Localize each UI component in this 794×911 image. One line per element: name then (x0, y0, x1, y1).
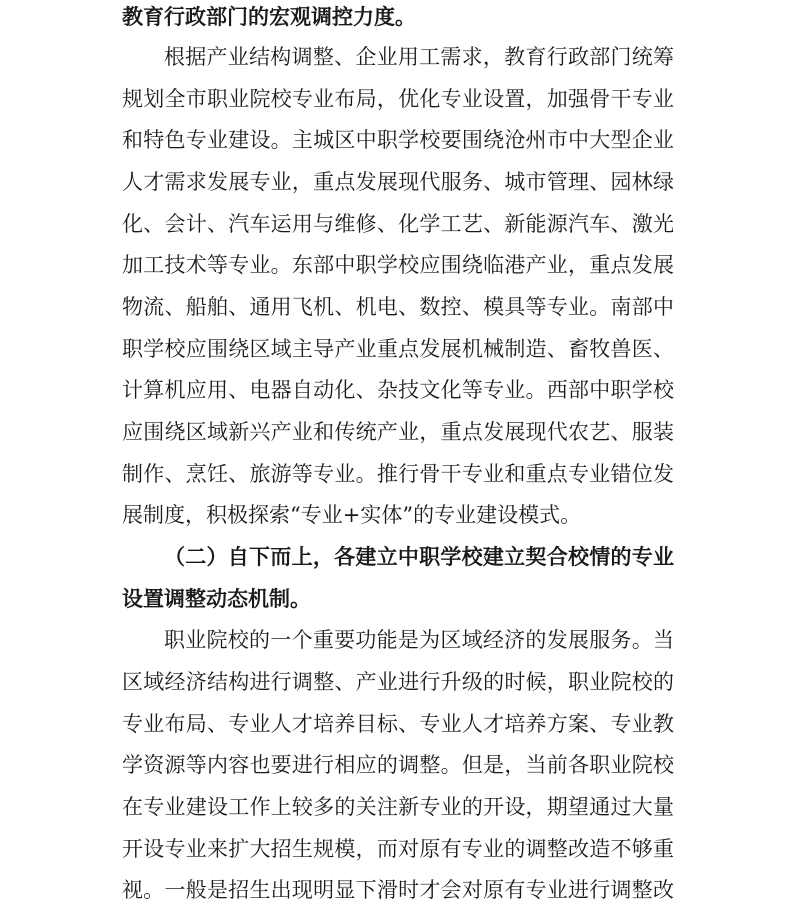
paragraph-line: 专业布局、专业人才培养目标、专业人才培养方案、专业教 (122, 712, 674, 736)
section-heading-line: （二）自下而上，各建立中职学校建立契合校情的专业 (164, 545, 674, 569)
paragraph-line: 展制度，积极探索“专业+实体”的专业建设模式。 (122, 503, 582, 527)
paragraph-line: 计算机应用、电器自动化、杂技文化等专业。西部中职学校 (122, 378, 674, 402)
paragraph-line: 化、会计、汽车运用与维修、化学工艺、新能源汽车、激光 (122, 212, 674, 236)
paragraph-line: 人才需求发展专业，重点发展现代服务、城市管理、园林绿 (122, 170, 674, 194)
paragraph-line: 根据产业结构调整、企业用工需求，教育行政部门统筹 (164, 45, 674, 69)
paragraph-line: 制作、烹饪、旅游等专业。推行骨干专业和重点专业错位发 (122, 462, 674, 486)
paragraph-line: 加工技术等专业。东部中职学校应围绕临港产业，重点发展 (122, 253, 674, 277)
paragraph-line: 在专业建设工作上较多的关注新专业的开设，期望通过大量 (122, 795, 674, 819)
section-heading-line: 设置调整动态机制。 (122, 587, 311, 611)
paragraph-line: 物流、船舶、通用飞机、机电、数控、模具等专业。南部中 (122, 295, 674, 319)
paragraph-line: 开设专业来扩大招生规模，而对原有专业的调整改造不够重 (122, 837, 674, 861)
paragraph-line: 视。一般是招生出现明显下滑时才会对原有专业进行调整改 (122, 878, 674, 902)
paragraph-line-heading-continuation: 教育行政部门的宏观调控力度。 (122, 5, 416, 29)
paragraph-line: 区域经济结构进行调整、产业进行升级的时候，职业院校的 (122, 670, 674, 694)
paragraph-line: 职业院校的一个重要功能是为区域经济的发展服务。当 (164, 628, 674, 652)
paragraph-line: 规划全市职业院校专业布局，优化专业设置，加强骨干专业 (122, 87, 674, 111)
paragraph-line: 学资源等内容也要进行相应的调整。但是，当前各职业院校 (122, 753, 674, 777)
paragraph-line: 和特色专业建设。主城区中职学校要围绕沧州市中大型企业 (122, 128, 674, 152)
paragraph-line: 应围绕区域新兴产业和传统产业，重点发展现代农艺、服装 (122, 420, 674, 444)
paragraph-line: 职学校应围绕区域主导产业重点发展机械制造、畜牧兽医、 (122, 337, 674, 361)
